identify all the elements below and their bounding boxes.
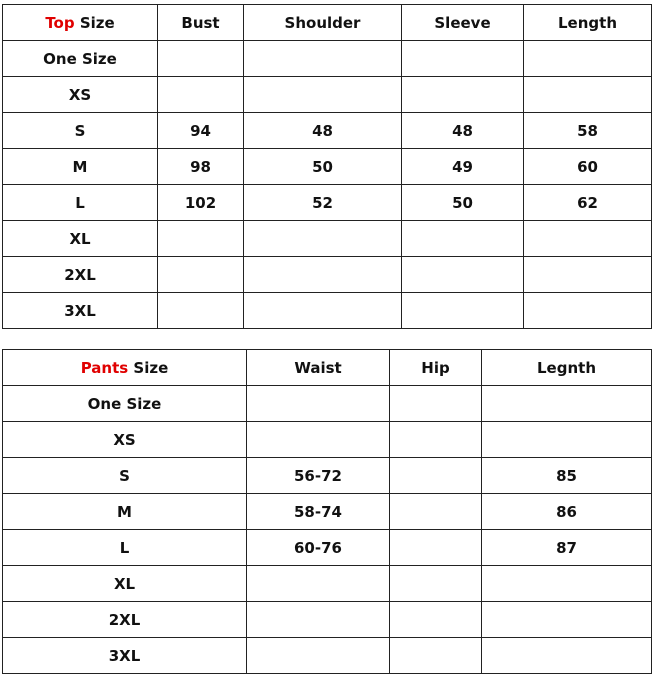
header-waist: Waist [247,350,390,386]
shoulder-cell [244,41,402,77]
length-cell [524,257,652,293]
top-title-rest: Size [74,13,115,32]
hip-cell [390,458,482,494]
sleeve-cell [402,77,524,113]
waist-cell [247,638,390,674]
waist-cell: 58-74 [247,494,390,530]
size-cell: 3XL [3,293,158,329]
table-row [3,566,652,602]
table-row [3,221,652,257]
size-cell: S [3,113,158,149]
pants-size-table [2,349,652,674]
shoulder-cell [244,293,402,329]
bust-cell [158,77,244,113]
waist-cell [247,566,390,602]
waist-cell [247,422,390,458]
length-cell [482,638,652,674]
size-cell: XL [3,566,247,602]
sleeve-cell [402,221,524,257]
table-row [3,458,652,494]
length-cell [482,422,652,458]
length-cell [524,77,652,113]
table-row [3,638,652,674]
length-cell: 58 [524,113,652,149]
size-cell: S [3,458,247,494]
length-cell: 60 [524,149,652,185]
table-row [3,422,652,458]
shoulder-cell: 52 [244,185,402,221]
table-row [3,257,652,293]
table-row [3,494,652,530]
header-length: Length [524,5,652,41]
size-cell: XL [3,221,158,257]
hip-cell [390,530,482,566]
table-row [3,149,652,185]
bust-cell: 94 [158,113,244,149]
top-size-title [3,5,158,41]
table-row [3,386,652,422]
top-size-table [2,4,652,329]
length-cell [482,566,652,602]
hip-cell [390,602,482,638]
size-cell: 2XL [3,257,158,293]
table-row [3,293,652,329]
size-cell: 2XL [3,602,247,638]
size-cell: M [3,149,158,185]
header-sleeve: Sleeve [402,5,524,41]
length-cell: 85 [482,458,652,494]
table-header-row [3,350,652,386]
table-row [3,185,652,221]
length-cell: 62 [524,185,652,221]
bust-cell [158,257,244,293]
pants-size-title [3,350,247,386]
sleeve-cell [402,257,524,293]
bust-cell: 102 [158,185,244,221]
header-bust: Bust [158,5,244,41]
waist-cell [247,386,390,422]
top-title-accent: Top [45,13,75,32]
hip-cell [390,494,482,530]
pants-title-accent: Pants [80,358,129,377]
bust-cell [158,293,244,329]
bust-cell: 98 [158,149,244,185]
sleeve-cell: 48 [402,113,524,149]
size-cell: XS [3,422,247,458]
table-row [3,113,652,149]
size-cell: One Size [3,386,247,422]
table-header-row [3,5,652,41]
length-cell [482,602,652,638]
shoulder-cell: 48 [244,113,402,149]
waist-cell: 60-76 [247,530,390,566]
size-cell: L [3,185,158,221]
sleeve-cell: 49 [402,149,524,185]
table-row [3,77,652,113]
table-row [3,530,652,566]
shoulder-cell [244,257,402,293]
header-shoulder: Shoulder [244,5,402,41]
sleeve-cell: 50 [402,185,524,221]
length-cell: 87 [482,530,652,566]
bust-cell [158,41,244,77]
waist-cell: 56-72 [247,458,390,494]
size-cell: L [3,530,247,566]
length-cell [524,41,652,77]
hip-cell [390,566,482,602]
length-cell [524,221,652,257]
size-cell: M [3,494,247,530]
length-cell [524,293,652,329]
bust-cell [158,221,244,257]
header-length: Legnth [482,350,652,386]
size-cell: One Size [3,41,158,77]
pants-title-rest: Size [128,358,169,377]
hip-cell [390,386,482,422]
length-cell [482,386,652,422]
shoulder-cell: 50 [244,149,402,185]
header-hip: Hip [390,350,482,386]
shoulder-cell [244,221,402,257]
table-row [3,41,652,77]
hip-cell [390,638,482,674]
shoulder-cell [244,77,402,113]
sleeve-cell [402,41,524,77]
size-cell: 3XL [3,638,247,674]
sleeve-cell [402,293,524,329]
waist-cell [247,602,390,638]
length-cell: 86 [482,494,652,530]
table-row [3,602,652,638]
hip-cell [390,422,482,458]
size-cell: XS [3,77,158,113]
